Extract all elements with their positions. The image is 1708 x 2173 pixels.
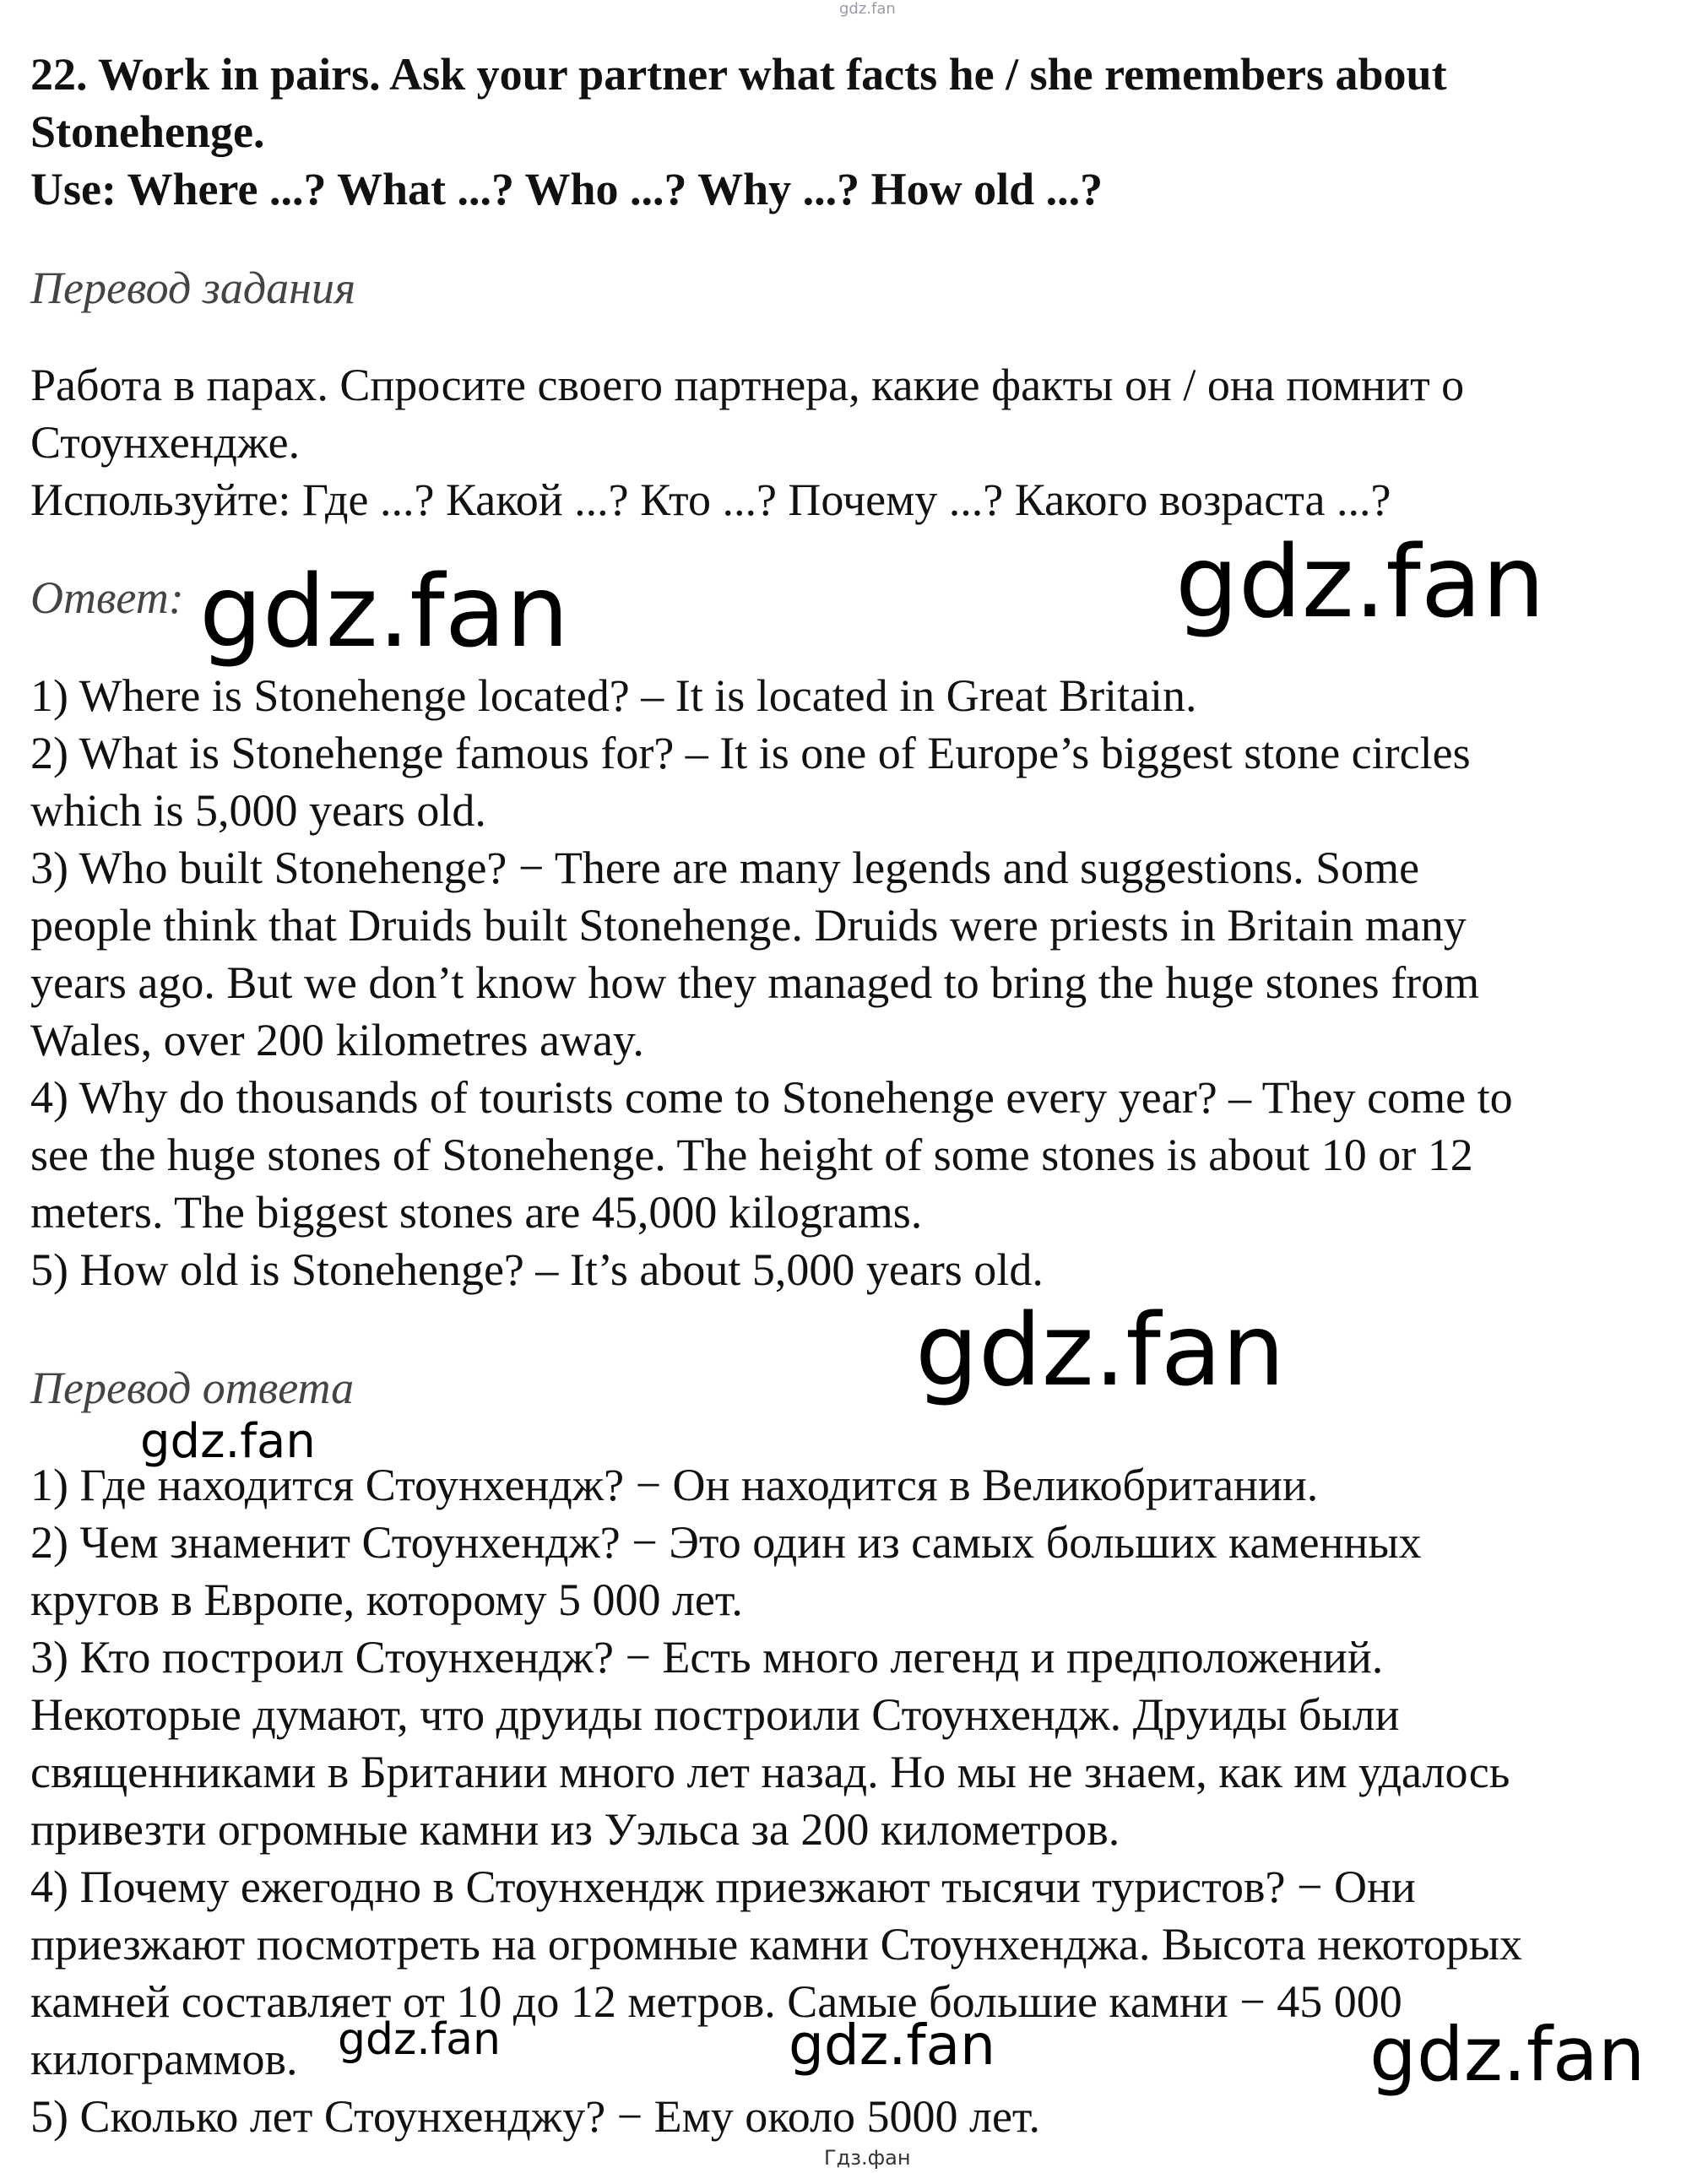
answer-translation-line: кругов в Европе, которому 5 000 лет. [30, 1574, 743, 1625]
answer-translation-line: 2) Чем знаменит Стоунхендж? − Это один из самых больших каменных [30, 1517, 1422, 1568]
answer-line: 5) How old is Stonehenge? – It’s about 5,000 years old. [30, 1244, 1044, 1295]
answer-translation-line: 4) Почему ежегодно в Стоунхендж приезжают тысячи туристов? − Они [30, 1861, 1416, 1912]
watermark: gdz.fan [789, 2013, 995, 2078]
answer-line: 4) Why do thousands of tourists come to Stonehenge every year? – They come to [30, 1072, 1513, 1123]
answer-line: 1) Where is Stonehenge located? – It is located in Great Britain. [30, 670, 1197, 721]
watermark: gdz.fan [1369, 2011, 1646, 2098]
answer-translation-line: 3) Кто построил Стоунхендж? − Есть много легенд и предположений. [30, 1632, 1384, 1683]
task-translation-line-1: Работа в парах. Спросите своего партнера, какие факты он / она помнит о [30, 360, 1465, 410]
answer-line: meters. The biggest stones are 45,000 kilograms. [30, 1187, 923, 1238]
answer-translation-line: приезжают посмотреть на огромные камни Стоунхенджа. Высота некоторых [30, 1919, 1522, 1970]
answer-translation-line: 1) Где находится Стоунхендж? − Он находится в Великобритании. [30, 1460, 1319, 1510]
watermark: gdz.fan [915, 1292, 1285, 1408]
watermark: gdz.fan [199, 553, 569, 669]
answer-line: years ago. But we don’t know how they managed to bring the huge stones from [30, 957, 1480, 1008]
answer-translation-heading: Перевод ответа [30, 1363, 355, 1413]
task-translation-line-2: Стоунхендже. [30, 417, 301, 468]
answer-translation-line: камней составляет от 10 до 12 метров. Самые большие камни − 45 000 [30, 1976, 1402, 2027]
task-translation-line-3: Используйте: Где ...? Какой ...? Кто ...? Почему ...? Какого возраста ...? [30, 474, 1391, 525]
answer-line: which is 5,000 years old. [30, 785, 486, 836]
answer-line: 3) Who built Stonehenge? − There are many legends and suggestions. Some [30, 843, 1420, 893]
watermark: gdz.fan [338, 2014, 501, 2065]
task-line-1: 22. Work in pairs. Ask your partner what facts he / she remembers about [30, 49, 1447, 100]
answer-line: 2) What is Stonehenge famous for? – It is one of Europe’s biggest stone circles [30, 728, 1471, 778]
answer-translation-line: Некоторые думают, что друиды построили Стоунхендж. Друиды были [30, 1689, 1400, 1740]
watermark: gdz.fan [1175, 523, 1545, 640]
task-translation-heading: Перевод задания [30, 263, 356, 313]
answer-line: Wales, over 200 kilometres away. [30, 1015, 644, 1065]
task-line-2: Stonehenge. [30, 106, 265, 157]
answer-translation-line: священниками в Британии много лет назад. Но мы не знаем, как им удалось [30, 1747, 1510, 1797]
task-line-3: Use: Where ...? What ...? Who ...? Why ...? How old ...? [30, 164, 1103, 214]
watermark: gdz.fan [140, 1414, 316, 1469]
answer-translation-line: килограммов. [30, 2034, 298, 2084]
footer-watermark: Гдз.фан [824, 2146, 911, 2170]
watermark-top: gdz.fan [839, 0, 896, 18]
answer-translation-line: привезти огромные камни из Уэльса за 200 километров. [30, 1804, 1120, 1855]
answer-heading: Ответ: [30, 572, 184, 623]
answer-translation-line: 5) Сколько лет Стоунхенджу? − Ему около 5000 лет. [30, 2091, 1040, 2142]
answer-line: see the huge stones of Stonehenge. The height of some stones is about 10 or 12 [30, 1130, 1473, 1180]
answer-line: people think that Druids built Stonehenge. Druids were priests in Britain many [30, 900, 1467, 951]
